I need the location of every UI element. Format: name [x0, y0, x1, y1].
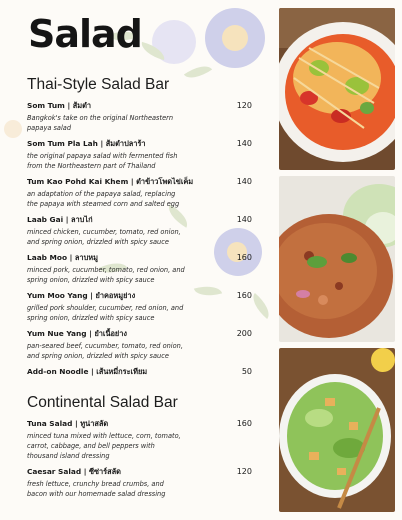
item-price: 120: [236, 467, 252, 476]
photo-laab: [279, 176, 395, 342]
item-price: 120: [236, 101, 252, 110]
menu-item: [27, 467, 252, 499]
item-price: 140: [236, 215, 252, 224]
item-price: 200: [236, 329, 252, 338]
item-name: Som Tum | ส้มตำ: [27, 101, 92, 110]
item-name: Yum Moo Yang | ยำคอหมูย่าง: [27, 291, 136, 300]
item-name: Caesar Salad | ซีซ่าร์สลัด: [27, 467, 121, 476]
item-description: grilled pork shoulder, cucumber, red onion, and spring onion, drizzled with spicy sauce: [27, 304, 184, 322]
section-heading-thai: Thai-Style Salad Bar: [27, 76, 170, 93]
item-price: 160: [236, 253, 252, 262]
item-name: Tum Kao Pohd Kai Khem | ตำข้าวโพดไข่เค็ม: [27, 177, 194, 186]
flower-decoration: [222, 25, 248, 51]
item-description: pan-seared beef, cucumber, tomato, red onion, and spring onion, drizzled with spicy sauce: [27, 342, 183, 360]
item-description: minced chicken, cucumber, tomato, red onion, and spring onion, drizzled with spicy sauce: [27, 228, 181, 246]
item-description: minced tuna mixed with lettuce, corn, tomato, carrot, cabbage, and bell peppers with thousand island dressing: [27, 432, 181, 460]
photo-caesar-salad: [279, 348, 395, 512]
caesar-salad-image: [279, 348, 395, 512]
item-description: the original papaya salad with fermented fish from the Northeastern part of Thailand: [27, 152, 178, 170]
laab-image: [279, 176, 395, 342]
leaf-decoration: [184, 60, 212, 85]
item-price: 160: [236, 419, 252, 428]
item-name: Laab Gai | ลาบไก่: [27, 215, 93, 224]
item-name: Som Tum Pla Lah | ส้มตำปลาร้า: [27, 139, 146, 148]
photo-papaya-salad: [279, 8, 395, 170]
menu-item: [27, 253, 252, 285]
menu-item: [27, 177, 252, 209]
item-name: Laab Moo | ลาบหมู: [27, 253, 99, 262]
menu-item: [27, 329, 252, 361]
item-price: 50: [241, 367, 252, 376]
item-price: 140: [236, 177, 252, 186]
item-description: Bangkok's take on the original Northeastern papaya salad: [27, 114, 174, 132]
item-description: fresh lettuce, crunchy bread crumbs, and bacon with our homemade salad dressing: [27, 480, 166, 498]
page-title: Salad: [28, 12, 142, 56]
section-heading-continental: Continental Salad Bar: [27, 394, 178, 411]
item-name: Add-on Noodle | เส้นหมี่กระเทียม: [27, 367, 148, 376]
menu-item: [27, 419, 252, 461]
item-description: minced pork, cucumber, tomato, red onion, and spring onion, drizzled with spicy sauce: [27, 266, 185, 284]
menu-item: [27, 367, 252, 377]
menu-item: [27, 215, 252, 247]
item-price: 140: [236, 139, 252, 148]
item-price: 160: [236, 291, 252, 300]
papaya-salad-image: [279, 8, 395, 170]
item-name: Tuna Salad | ทูน่าสลัด: [27, 419, 109, 428]
menu-item: [27, 139, 252, 171]
item-name: Yum Nue Yang | ยำเนื้อย่าง: [27, 329, 128, 338]
flower-decoration: [4, 120, 22, 138]
menu-item: [27, 101, 252, 133]
menu-item: [27, 291, 252, 323]
item-description: an adaptation of the papaya salad, replacing the papaya with steamed corn and salted egg: [27, 190, 180, 208]
